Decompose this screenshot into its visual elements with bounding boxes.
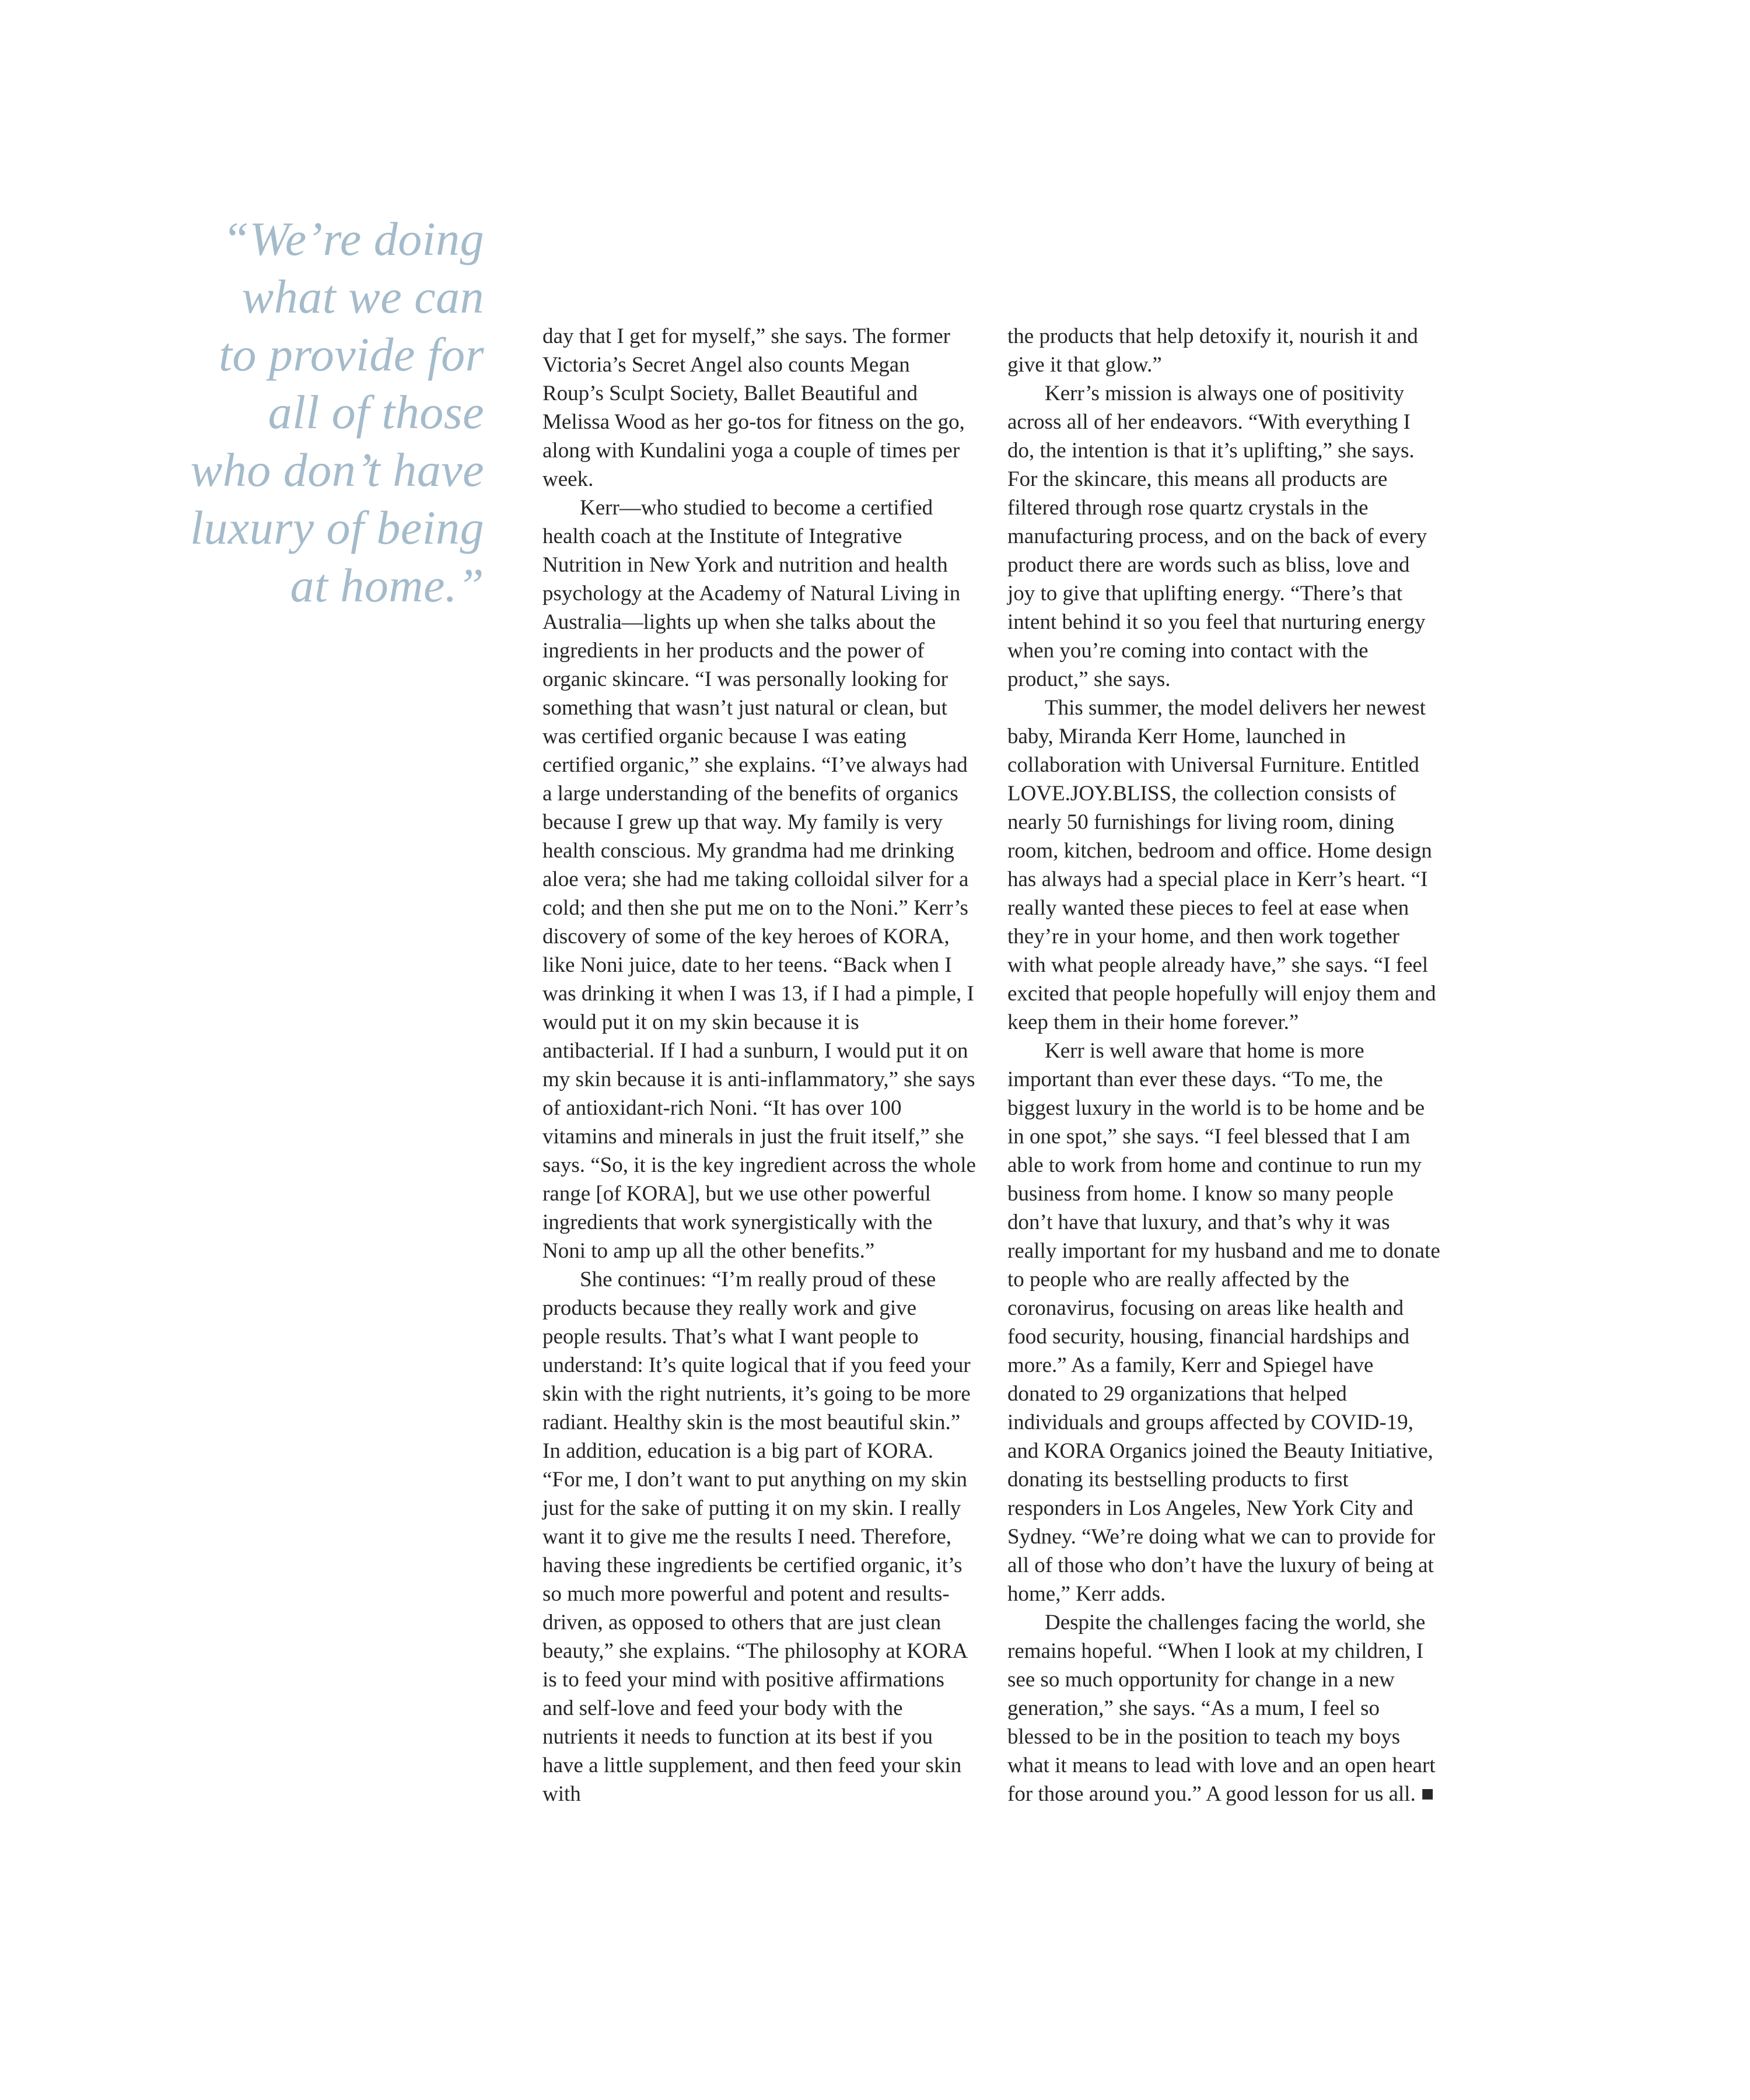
pull-quote-line: luxury of being <box>190 501 484 554</box>
pull-quote-line: to provide for <box>219 328 484 381</box>
pull-quote-line: what we can <box>242 270 484 323</box>
pull-quote-line: “We’re doing <box>222 212 484 265</box>
paragraph: Kerr is well aware that home is more important than ever these days. “To me, the biggest luxury in the world is to be home and be in one spot,” she says. “I feel blessed that I am able to work from home and continue to run my business from home. I know so many people don’t have that luxury, and that’s why it was really important for my husband and me to donate to people who are really affected by the coronavirus, focusing on areas like health and food security, housing, financial hardships and more.” As a family, Kerr and Spiegel have donated to 29 organizations that helped individuals and groups affected by COVID-19, and KORA Organics joined the Beauty Initiative, donating its bestselling products to first responders in Los Angeles, New York City and Sydney. “We’re doing what we can to provide for all of those who don’t have the luxury of being at home,” Kerr adds. <box>1007 1039 1440 1606</box>
body-column-left <box>542 322 976 1808</box>
paragraph: Despite the challenges facing the world, she remains hopeful. “When I look at my children, I see so much opportunity for change in a new generation,” she says. “As a mum, I feel so blessed to be in the position to teach my boys what it means to lead with love and an open heart for those around you.” A good lesson for us all. ■ <box>1007 1611 1436 1806</box>
article-body <box>542 322 1441 1808</box>
pull-quote-line: all of those <box>268 386 484 439</box>
paragraph: This summer, the model delivers her newest baby, Miranda Kerr Home, launched in collaboration with Universal Furniture. Entitled LOVE.JOY.BLISS, the collection consists of nearly 50 furnishings for living room, dining room, kitchen, bedroom and office. Home design has always had a special place in Kerr’s heart. “I really wanted these pieces to feel at ease when they’re in your home, and then work together with what people already have,” she says. “I feel excited that people hopefully will enjoy them and keep them in their home forever.” <box>1007 696 1436 1034</box>
pull-quote-line: who don’t have <box>190 443 484 496</box>
paragraph: Kerr—who studied to become a certified health coach at the Institute of Integrative Nutrition in New York and nutrition and health psychology at the Academy of Natural Living in Australia—lights up when she talks about the ingredients in her products and the power of organic skincare. “I was personally looking for something that wasn’t just natural or clean, but was certified organic because I was eating certified organic,” she explains. “I’ve always had a large understanding of the benefits of organics because I grew up that way. My family is very health conscious. My grandma had me drinking aloe vera; she had me taking colloidal silver for a cold; and then she put me on to the Noni.” Kerr’s discovery of some of the key heroes of KORA, like Noni juice, date to her teens. “Back when I was drinking it when I was 13, if I had a pimple, I would put it on my skin because it is antibacterial. If I had a sunburn, I would put it on my skin because it is anti-inflammatory,” she says of antioxidant-rich Noni. “It has over 100 vitamins and minerals in just the fruit itself,” she says. “So, it is the key ingredient across the whole range [of KORA], but we use other powerful ingredients that work synergistically with the Noni to amp up all the other benefits.” <box>542 496 976 1263</box>
paragraph: She continues: “I’m really proud of these products because they really work and give people results. That’s what I want people to understand: It’s quite logical that if you feed your skin with the right nutrients, it’s going to be more radiant. Healthy skin is the most beautiful skin.” In addition, education is a big part of KORA. “For me, I don’t want to put anything on my skin just for the sake of putting it on my skin. I really want it to give me the results I need. Therefore, having these ingredients be certified organic, it’s so much more powerful and potent and results-driven, as opposed to others that are just clean beauty,” she explains. “The philosophy at KORA is to feed your mind with positive affirmations and self-love and feed your body with the nutrients it needs to function at its best if you have a little supplement, and then feed your skin with <box>542 1268 971 1806</box>
pull-quote <box>146 210 484 614</box>
paragraph: the products that help detoxify it, nourish it and give it that glow.” <box>1007 324 1418 377</box>
pull-quote-line: at home.” <box>290 559 484 612</box>
body-column-right <box>1007 322 1441 1808</box>
paragraph: day that I get for myself,” she says. The former Victoria’s Secret Angel also counts Megan Roup’s Sculpt Society, Ballet Beautiful and Melissa Wood as her go-tos for fitness on the go, along with Kundalini yoga a couple of times per week. <box>542 324 965 491</box>
paragraph: Kerr’s mission is always one of positivity across all of her endeavors. “With everything I do, the intention is that it’s uplifting,” she says. For the skincare, this means all products are filtered through rose quartz crystals in the manufacturing process, and on the back of every product there are words such as bliss, love and joy to give that uplifting energy. “There’s that intent behind it so you feel that nurturing energy when you’re coming into contact with the product,” she says. <box>1007 382 1427 691</box>
